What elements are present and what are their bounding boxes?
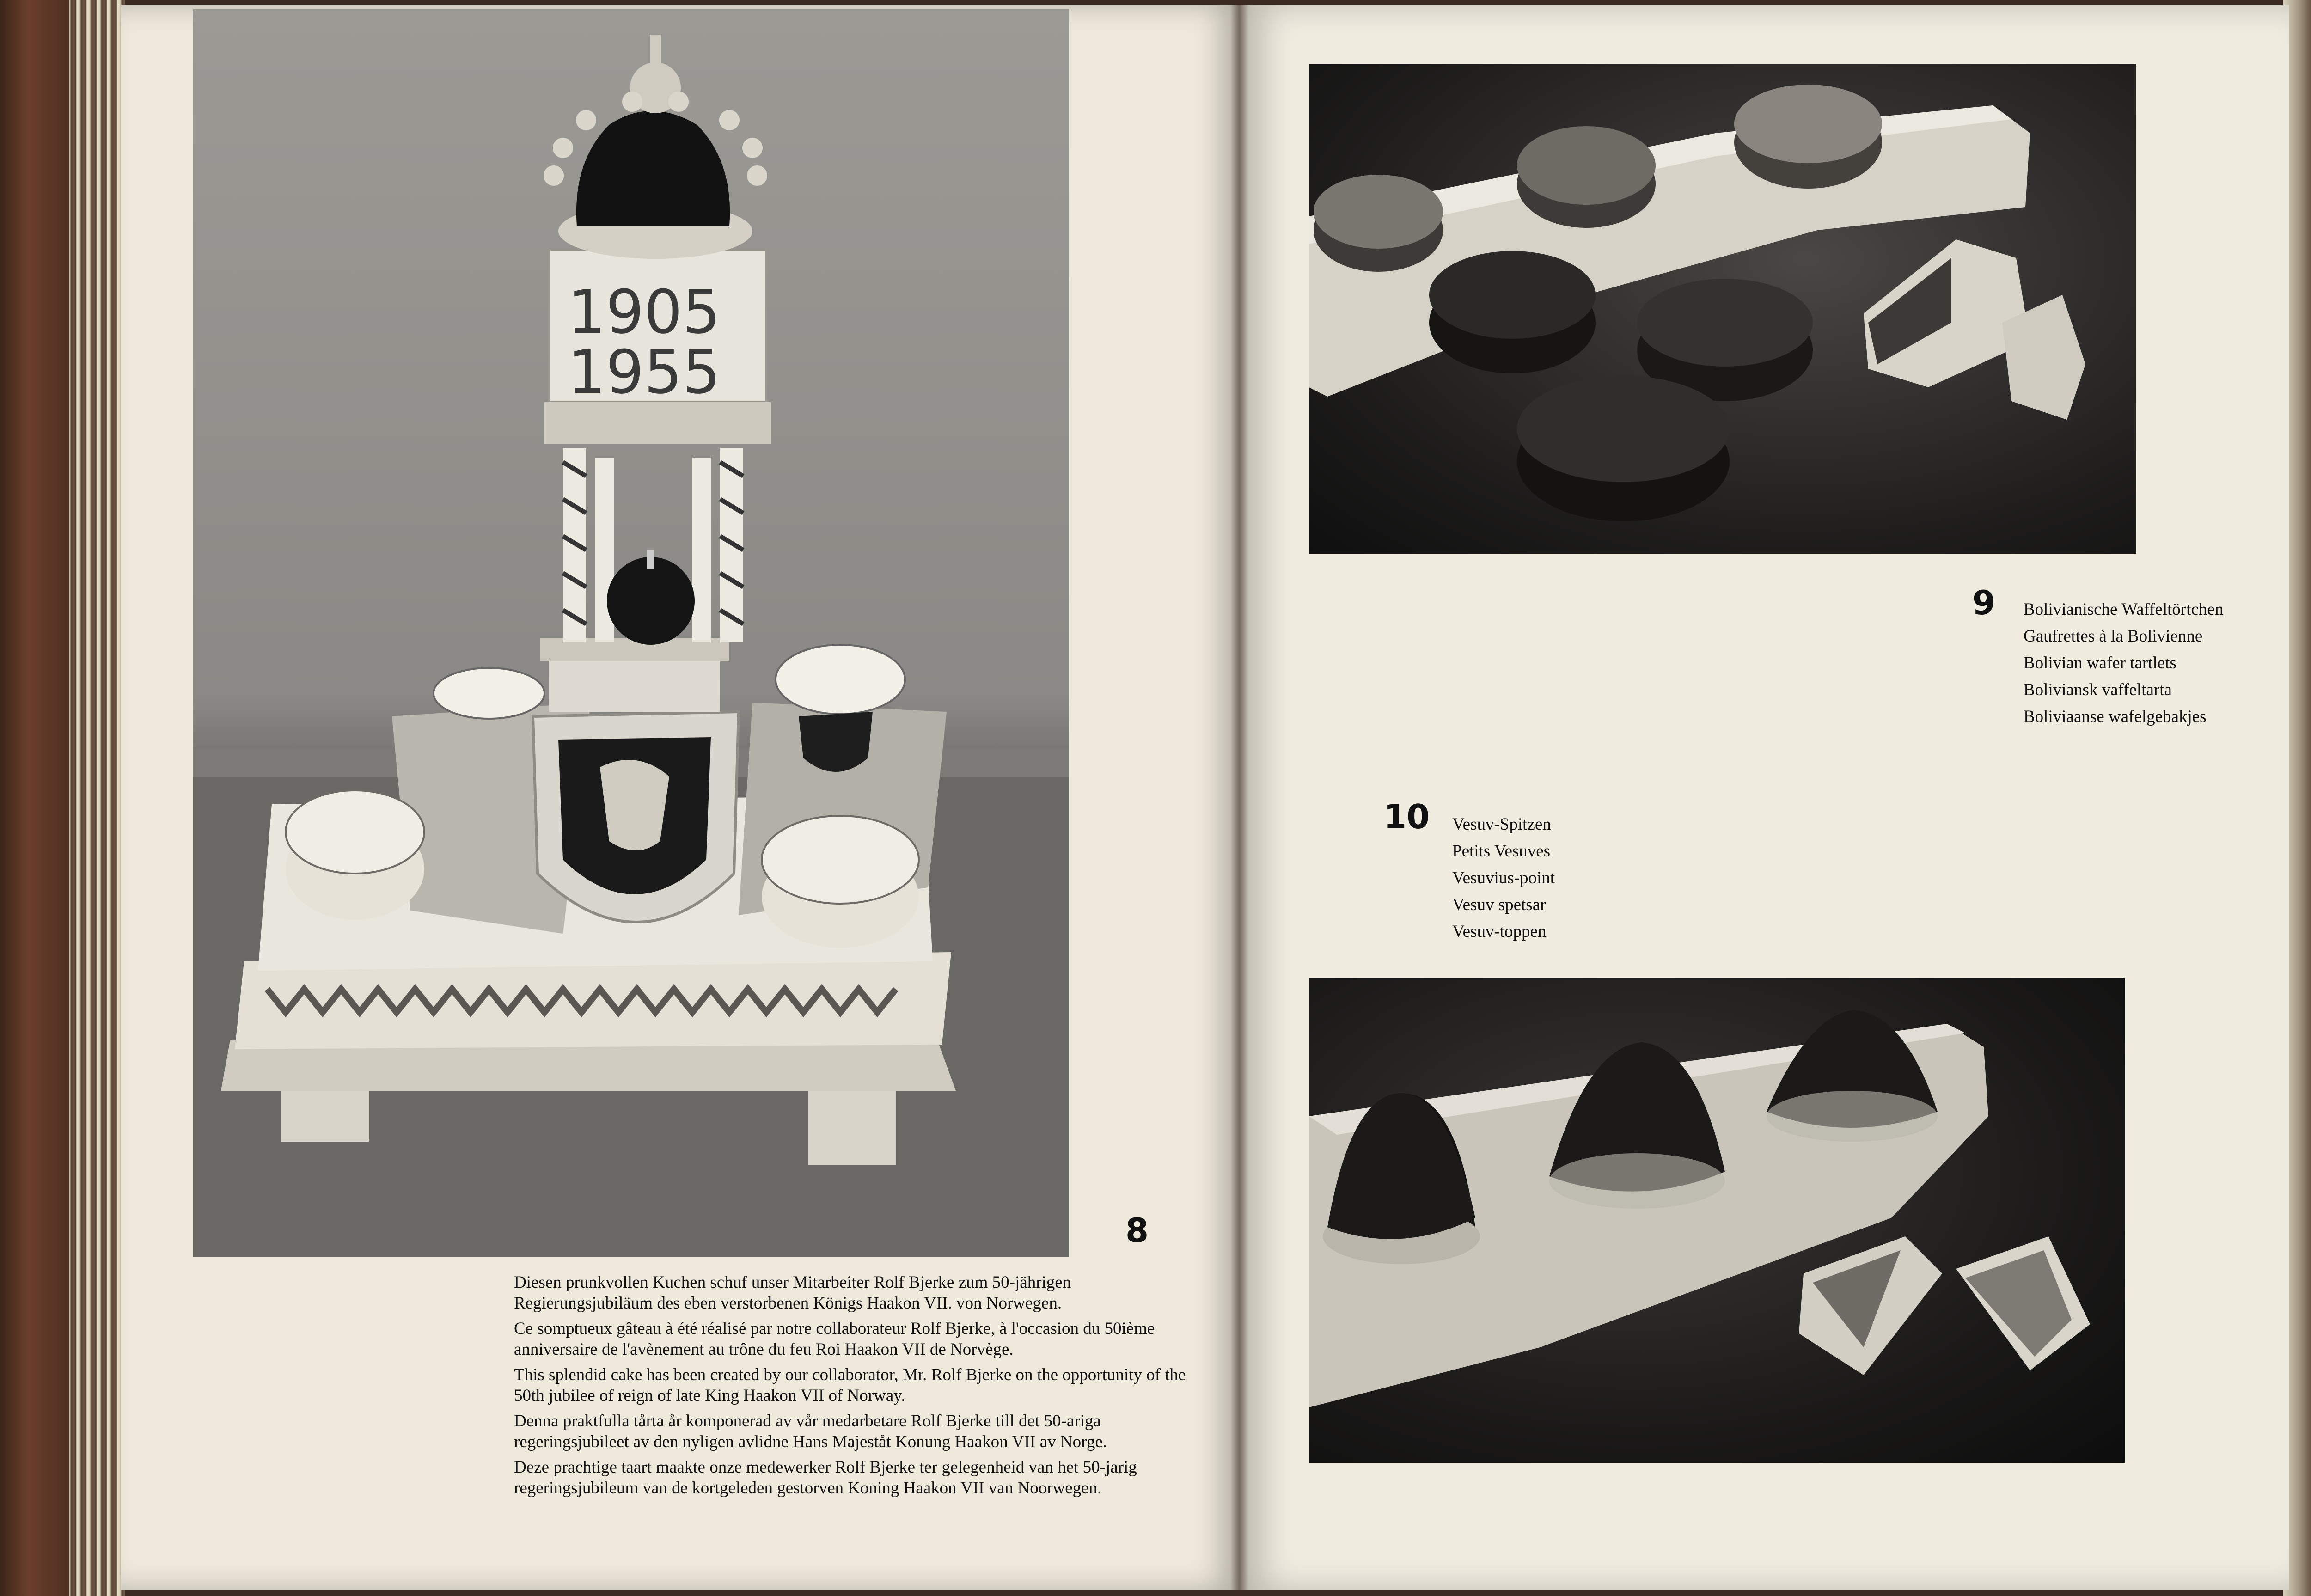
cake-photo — [193, 9, 1069, 1257]
description-french: Ce somptueux gâteau à été réalisé par notre collaborateur Rolf Bjerke, à l'occasion du 50ième anniversaire de l'avènement au trône du feu Roi Haakon VII de Norvège. — [514, 1319, 1155, 1359]
caption-10-french: Petits Vesuves — [1452, 842, 1551, 861]
crown — [544, 35, 767, 259]
vesuvius-points-photo — [1309, 978, 2125, 1463]
caption-9-dutch: Boliviaanse wafelgebakjes — [2024, 707, 2207, 726]
caption-9-swedish: Boliviansk vaffeltarta — [2024, 680, 2172, 699]
description-dutch: Deze prachtige taart maakte onze medewerker Rolf Bjerke ter gelegenheid van het 50-jarig regeringsjubileum van de kortgeleden gestorven Koning Haakon VII van Noorwegen. — [514, 1458, 1137, 1498]
cake-year-bottom: 1955 — [568, 337, 721, 407]
cake-description — [514, 1272, 1207, 1503]
book-gutter — [1230, 0, 1249, 1596]
caption-10-swedish: Vesuv spetsar — [1452, 895, 1546, 914]
plate-10-caption — [1452, 811, 1555, 945]
description-german: Diesen prunkvollen Kuchen schuf unser Mitarbeiter Rolf Bjerke zum 50-jährigen Regierungsjubiläum des eben verstorbenen Königs Haakon VII. von Norwegen. — [514, 1273, 1071, 1313]
wafer-tartlets-photo — [1309, 64, 2136, 554]
cake-year-top: 1905 — [568, 277, 721, 347]
book-edge-left — [0, 0, 125, 1596]
plate-9-caption — [2024, 596, 2223, 730]
caption-10-dutch: Vesuv-toppen — [1452, 922, 1547, 941]
caption-9-french: Gaufrettes à la Bolivienne — [2024, 627, 2203, 646]
caption-10-english: Vesuvius-point — [1452, 868, 1555, 887]
caption-10-german: Vesuv-Spitzen — [1452, 815, 1551, 834]
plate-number-8: 8 — [1125, 1211, 1149, 1250]
plate-number-9: 9 — [1972, 583, 1996, 622]
cake-illustration — [193, 9, 1069, 1257]
caption-9-english: Bolivian wafer tartlets — [2024, 654, 2176, 673]
description-swedish: Denna praktfulla tårta år komponerad av vår medarbetare Rolf Bjerke till det 50-ariga regeringsjubileet av den nyligen avlidne Hans Majeståt Konung Haakon VII av Norge. — [514, 1412, 1107, 1451]
plate-number-10: 10 — [1383, 797, 1430, 836]
caption-9-german: Bolivianische Waffeltörtchen — [2024, 600, 2224, 619]
description-english: This splendid cake has been created by our collaborator, Mr. Rolf Bjerke on the opportunity of the 50th jubilee of reign of late King Haakon VII of Norway. — [514, 1365, 1186, 1405]
wafer-tartlets-illustration — [1309, 64, 2136, 554]
vesuvius-points-illustration — [1309, 978, 2125, 1463]
